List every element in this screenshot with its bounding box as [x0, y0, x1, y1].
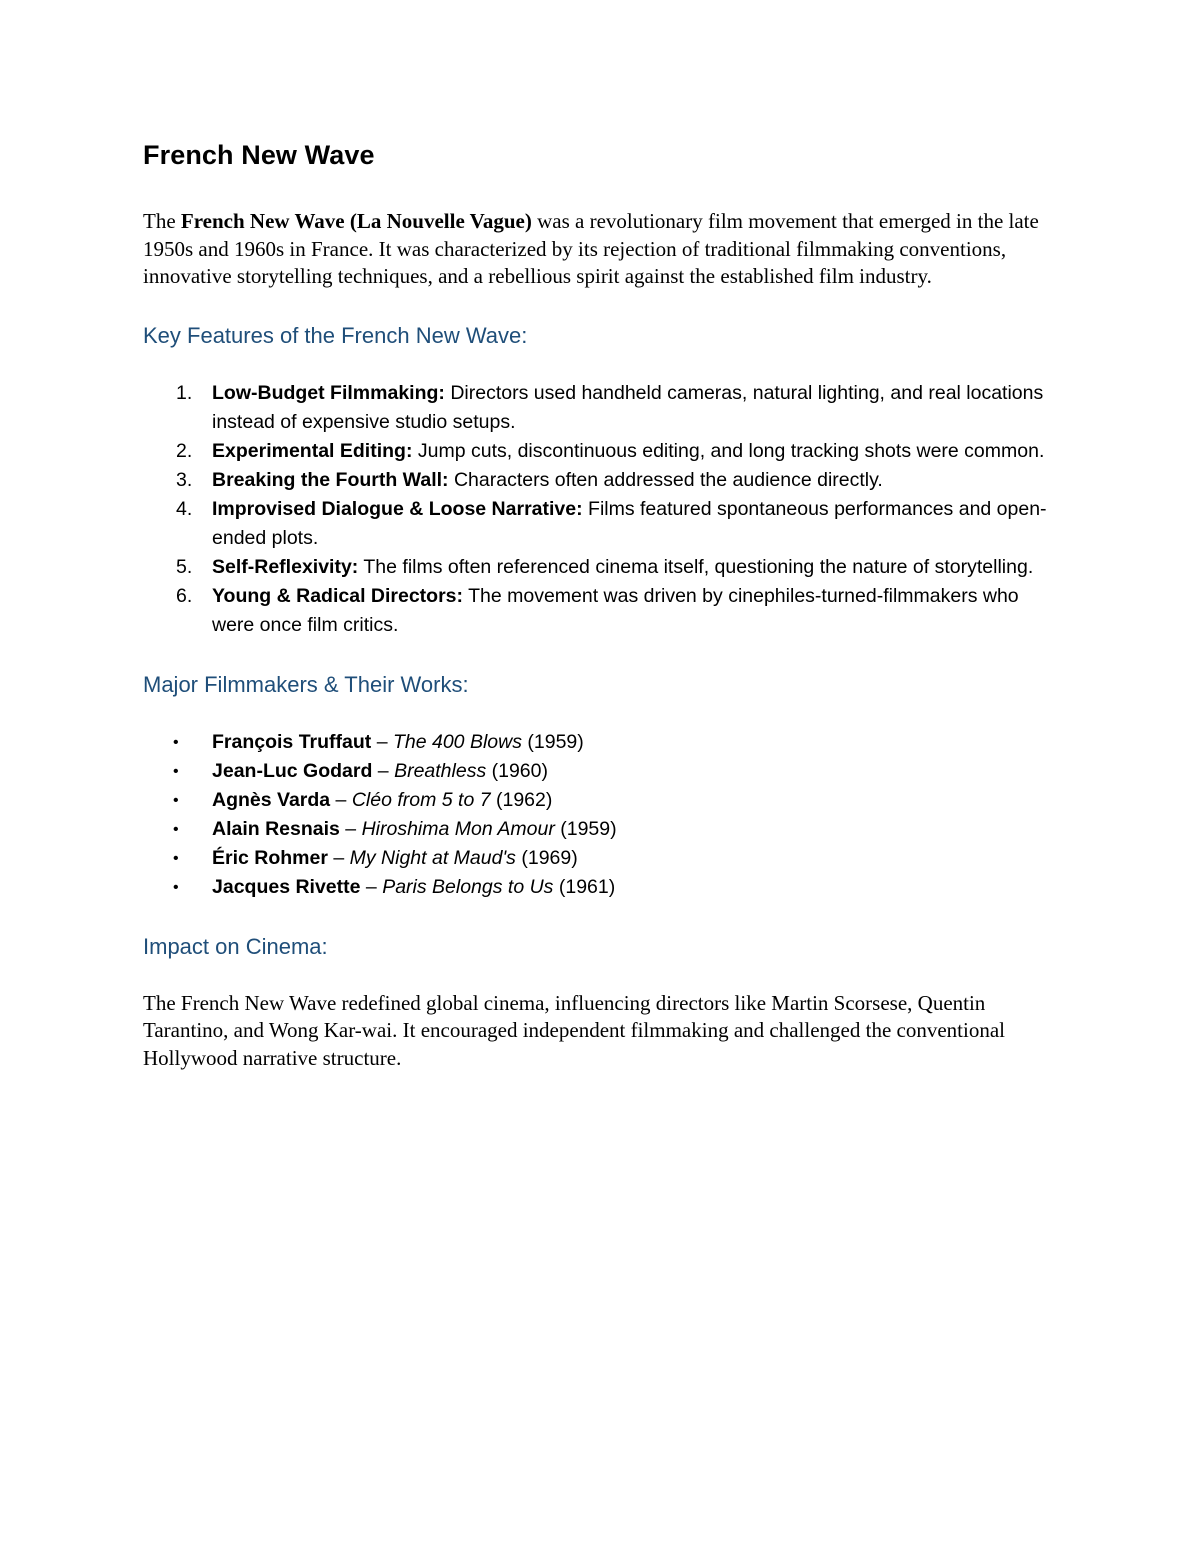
list-number: 3.: [176, 468, 193, 491]
film-year: (1959): [521, 730, 584, 753]
list-number: 5.: [176, 555, 193, 578]
intro-post: was a revolutionary film movement that emerged in the late 1950s and 1960s in France. It was characterized by its rejection of traditional filmmaking conventions, innovative storytelling techniques, and a rebellious spirit against the established film industry.: [143, 209, 1039, 288]
filmmaker-name: Alain Resnais: [212, 817, 340, 840]
film-title: My Night at Maud's: [349, 846, 516, 869]
dash: –: [327, 846, 350, 869]
bullet-icon: •: [173, 762, 179, 780]
list-item: [143, 379, 1063, 437]
feature-text: Jump cuts, discontinuous editing, and long tracking shots were common.: [412, 439, 1045, 462]
filmmaker-name: Éric Rohmer: [212, 846, 328, 869]
dash: –: [360, 875, 383, 898]
feature-term: Improvised Dialogue & Loose Narrative:: [212, 497, 583, 520]
impact-heading: Impact on Cinema:: [143, 933, 328, 959]
bullet-icon: •: [173, 791, 179, 809]
film-year: (1962): [490, 788, 553, 811]
list-item: [143, 495, 1063, 553]
feature-text: Characters often addressed the audience directly.: [448, 468, 883, 491]
feature-text: Films featured spontaneous performances and open-ended plots.: [212, 497, 1047, 549]
bullet-icon: •: [173, 733, 179, 751]
list-number: 4.: [176, 497, 193, 520]
filmmaker-name: François Truffaut: [212, 730, 372, 753]
list-item: [143, 873, 1063, 902]
feature-text: The movement was driven by cinephiles-turned-filmmakers who were once film critics.: [212, 584, 1019, 636]
feature-text: The films often referenced cinema itself, questioning the nature of storytelling.: [358, 555, 1034, 578]
film-title: Breathless: [394, 759, 487, 782]
bullet-icon: •: [173, 820, 179, 838]
film-title: Paris Belongs to Us: [382, 875, 554, 898]
film-title: Cléo from 5 to 7: [351, 788, 491, 811]
document-page: [143, 140, 1063, 1072]
intro-paragraph: [143, 208, 1063, 291]
bullet-icon: •: [173, 878, 179, 896]
filmmaker-name: Agnès Varda: [212, 788, 331, 811]
list-item: [143, 466, 1063, 495]
feature-term: Experimental Editing:: [212, 439, 413, 462]
list-item: [143, 437, 1063, 466]
list-item: [143, 553, 1063, 582]
dash: –: [372, 759, 395, 782]
list-item: [143, 728, 1063, 757]
film-title: The 400 Blows: [392, 730, 522, 753]
list-number: 6.: [176, 584, 193, 607]
intro-bold-term: French New Wave (La Nouvelle Vague): [180, 209, 532, 233]
film-year: (1969): [515, 846, 578, 869]
bullet-icon: •: [173, 849, 179, 867]
dash: –: [339, 817, 362, 840]
feature-term: Young & Radical Directors:: [212, 584, 464, 607]
feature-term: Breaking the Fourth Wall:: [212, 468, 449, 491]
features-heading: Key Features of the French New Wave:: [143, 322, 528, 348]
list-item: [143, 757, 1063, 786]
feature-term: Self-Reflexivity:: [212, 555, 359, 578]
dash: –: [330, 788, 352, 811]
film-year: (1960): [486, 759, 548, 782]
list-item: [143, 582, 1063, 640]
film-title: Hiroshima Mon Amour: [361, 817, 555, 840]
film-year: (1959): [554, 817, 617, 840]
impact-paragraph: The French New Wave redefined global cinema, influencing directors like Martin Scorsese, Quentin Tarantino, and Wong Kar-wai. It encouraged independent filmmaking and challenged the conventional Hollywood narrative structure.: [143, 990, 1005, 1070]
filmmakers-heading: Major Filmmakers & Their Works:: [143, 671, 469, 697]
list-number: 1.: [176, 381, 193, 404]
feature-text: Directors used handheld cameras, natural lighting, and real locations instead of expensive studio setups.: [212, 381, 1044, 433]
film-year: (1961): [553, 875, 616, 898]
list-item: [143, 786, 1063, 815]
filmmaker-name: Jean-Luc Godard: [212, 759, 373, 782]
features-list: [143, 379, 1063, 640]
list-item: [143, 815, 1063, 844]
filmmaker-name: Jacques Rivette: [212, 875, 361, 898]
filmmakers-list: [143, 728, 1063, 902]
list-number: 2.: [176, 439, 193, 462]
feature-term: Low-Budget Filmmaking:: [212, 381, 445, 404]
list-item: [143, 844, 1063, 873]
dash: –: [371, 730, 393, 753]
intro-pre: The: [143, 209, 181, 233]
page-title: French New Wave: [143, 140, 375, 170]
